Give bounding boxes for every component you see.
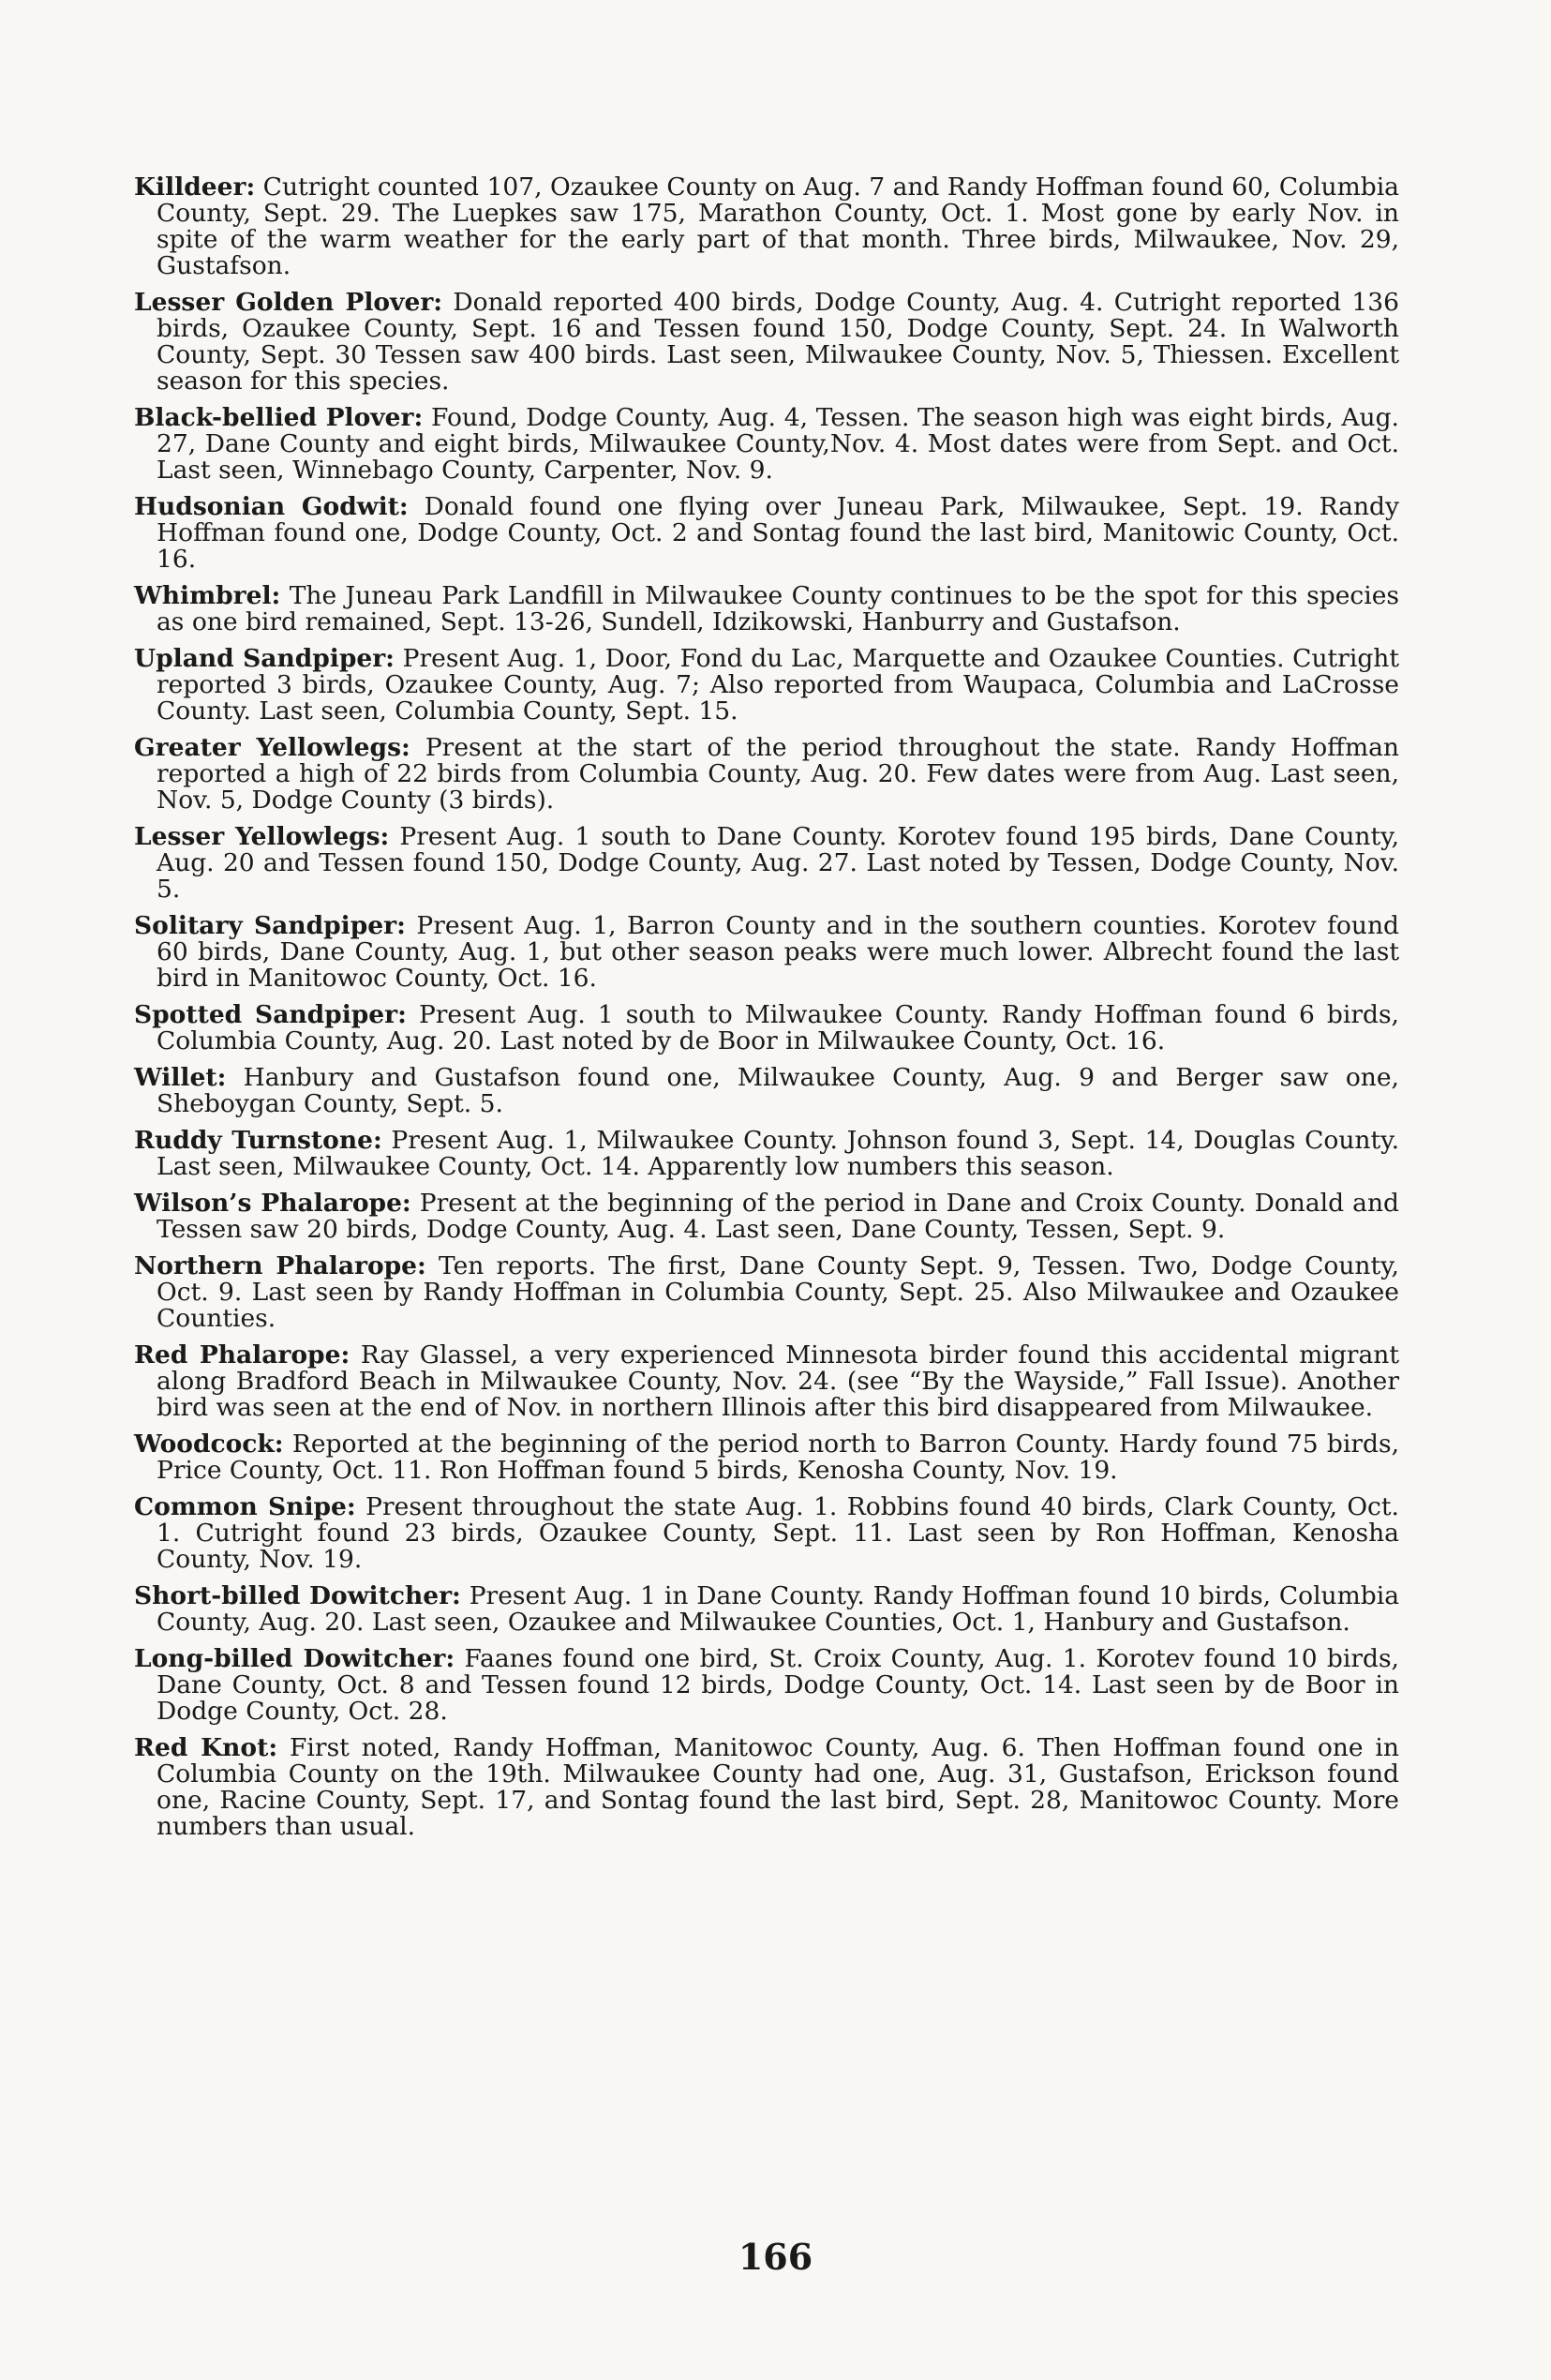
- species-entry: [134, 824, 1399, 903]
- species-entry: [134, 1431, 1399, 1484]
- species-accounts: [134, 174, 1399, 1850]
- species-account: Present Aug. 1 south to Milwaukee County. Randy Hoffman found 6 birds, Columbia County, Aug. 20. Last noted by de Boor in Milwaukee County, Oct. 16.: [157, 1000, 1399, 1055]
- species-entry: [134, 1583, 1399, 1636]
- species-name: Hudsonian Godwit:: [134, 492, 409, 521]
- species-account: Reported at the beginning of the period north to Barron County. Hardy found 75 birds, Price County, Oct. 11. Ron Hoffman found 5 birds, Kenosha County, Nov. 19.: [157, 1429, 1399, 1485]
- species-entry: [134, 1342, 1399, 1421]
- species-name: Woodcock:: [134, 1429, 284, 1459]
- species-account: Found, Dodge County, Aug. 4, Tessen. The season high was eight birds, Aug. 27, Dane County and eight birds, Milwaukee County,Nov. 4. Most dates were from Sept. and Oct. Last seen, Winnebago County, Carpenter, Nov. 9.: [157, 403, 1399, 485]
- species-account: Present Aug. 1 south to Dane County. Korotev found 195 birds, Dane County, Aug. 20 and Tessen found 150, Dodge County, Aug. 27. Last noted by Tessen, Dodge County, Nov. 5.: [157, 822, 1399, 904]
- species-entry: [134, 735, 1399, 814]
- species-account: Cutright counted 107, Ozaukee County on Aug. 7 and Randy Hoffman found 60, Columbia County, Sept. 29. The Luepkes saw 175, Marathon County, Oct. 1. Most gone by early Nov. in spite of the warm weather for the early part of that month. Three birds, Milwaukee, Nov. 29, Gustafson.: [157, 172, 1399, 280]
- species-name: Whimbrel:: [134, 581, 281, 610]
- species-entry: [134, 1190, 1399, 1243]
- species-name: Northern Phalarope:: [134, 1251, 426, 1280]
- species-name: Red Knot:: [134, 1733, 278, 1762]
- species-account: The Juneau Park Landfill in Milwaukee County continues to be the spot for this species as one bird remained, Sept. 13-26, Sundell, Idzikowski, Hanburry and Gustafson.: [157, 581, 1399, 636]
- species-account: First noted, Randy Hoffman, Manitowoc County, Aug. 6. Then Hoffman found one in Columbia County on the 19th. Milwaukee County had one, Aug. 31, Gustafson, Erickson found one, Racine County, Sept. 17, and Sontag found the last bird, Sept. 28, Manitowoc County. More numbers than usual.: [157, 1733, 1399, 1841]
- species-account: Hanbury and Gustafson found one, Milwaukee County, Aug. 9 and Berger saw one, Sheboygan County, Sept. 5.: [157, 1063, 1399, 1118]
- species-entry: [134, 1646, 1399, 1725]
- species-name: Wilson’s Phalarope:: [134, 1189, 411, 1218]
- species-account: Present Aug. 1, Door, Fond du Lac, Marquette and Ozaukee Counties. Cutright reported 3 birds, Ozaukee County, Aug. 7; Also reported from Waupaca, Columbia and LaCrosse County. Last seen, Columbia County, Sept. 15.: [157, 644, 1399, 726]
- species-entry: [134, 1128, 1399, 1180]
- species-name: Short-billed Dowitcher:: [134, 1581, 461, 1610]
- species-entry: [134, 583, 1399, 636]
- species-name: Willet:: [134, 1063, 227, 1092]
- species-account: Present at the beginning of the period in Dane and Croix County. Donald and Tessen saw 20 birds, Dodge County, Aug. 4. Last seen, Dane County, Tessen, Sept. 9.: [157, 1189, 1399, 1244]
- species-name: Long-billed Dowitcher:: [134, 1644, 455, 1673]
- species-entry: [134, 1065, 1399, 1117]
- species-entry: [134, 1735, 1399, 1840]
- species-entry: [134, 1494, 1399, 1573]
- species-entry: [134, 1002, 1399, 1055]
- species-entry: [134, 646, 1399, 725]
- species-name: Ruddy Turnstone:: [134, 1126, 382, 1155]
- species-account: Faanes found one bird, St. Croix County, Aug. 1. Korotev found 10 birds, Dane County, Oct. 8 and Tessen found 12 birds, Dodge County, Oct. 14. Last seen by de Boor in Dodge County, Oct. 28.: [157, 1644, 1399, 1726]
- species-entry: [134, 405, 1399, 484]
- species-name: Upland Sandpiper:: [134, 644, 395, 673]
- species-account: Ten reports. The first, Dane County Sept. 9, Tessen. Two, Dodge County, Oct. 9. Last seen by Randy Hoffman in Columbia County, Sept. 25. Also Milwaukee and Ozaukee Counties.: [157, 1251, 1399, 1333]
- species-name: Greater Yellowlegs:: [134, 733, 410, 762]
- species-account: Present Aug. 1, Milwaukee County. Johnson found 3, Sept. 14, Douglas County. Last seen, Milwaukee County, Oct. 14. Apparently low numbers this season.: [157, 1126, 1399, 1181]
- species-name: Common Snipe:: [134, 1492, 356, 1521]
- species-name: Spotted Sandpiper:: [134, 1000, 407, 1029]
- species-name: Lesser Golden Plover:: [134, 288, 443, 317]
- species-account: Ray Glassel, a very experienced Minnesota birder found this accidental migrant along Bradford Beach in Milwaukee County, Nov. 24. (see “By the Wayside,” Fall Issue). Another bird was seen at the end of Nov. in northern Illinois after this bird disappeared from Milwaukee.: [157, 1340, 1399, 1422]
- species-entry: [134, 494, 1399, 573]
- species-name: Lesser Yellowlegs:: [134, 822, 390, 851]
- species-account: Present Aug. 1, Barron County and in the southern counties. Korotev found 60 birds, Dane County, Aug. 1, but other season peaks were much lower. Albrecht found the last bird in Manitowoc County, Oct. 16.: [157, 911, 1399, 993]
- species-account: Donald found one flying over Juneau Park, Milwaukee, Sept. 19. Randy Hoffman found one, Dodge County, Oct. 2 and Sontag found the last bird, Manitowic County, Oct. 16.: [157, 492, 1399, 574]
- species-account: Present at the start of the period throughout the state. Randy Hoffman reported a high of 22 birds from Columbia County, Aug. 20. Few dates were from Aug. Last seen, Nov. 5, Dodge County (3 birds).: [157, 733, 1399, 815]
- species-entry: [134, 1253, 1399, 1332]
- species-name: Red Phalarope:: [134, 1340, 350, 1370]
- page-number: 166: [738, 2236, 813, 2278]
- species-account: Donald reported 400 birds, Dodge County, Aug. 4. Cutright reported 136 birds, Ozaukee County, Sept. 16 and Tessen found 150, Dodge County, Sept. 24. In Walworth County, Sept. 30 Tessen saw 400 birds. Last seen, Milwaukee County, Nov. 5, Thiessen. Excellent season for this species.: [157, 288, 1399, 396]
- species-name: Black-bellied Plover:: [134, 403, 424, 432]
- species-entry: [134, 174, 1399, 279]
- species-name: Solitary Sandpiper:: [134, 911, 406, 940]
- species-account: Present Aug. 1 in Dane County. Randy Hoffman found 10 birds, Columbia County, Aug. 20. Last seen, Ozaukee and Milwaukee Counties, Oct. 1, Hanbury and Gustafson.: [157, 1581, 1399, 1637]
- species-account: Present throughout the state Aug. 1. Robbins found 40 birds, Clark County, Oct. 1. Cutright found 23 birds, Ozaukee County, Sept. 11. Last seen by Ron Hoffman, Kenosha County, Nov. 19.: [157, 1492, 1399, 1574]
- species-name: Killdeer:: [134, 172, 256, 202]
- species-entry: [134, 290, 1399, 395]
- species-entry: [134, 913, 1399, 992]
